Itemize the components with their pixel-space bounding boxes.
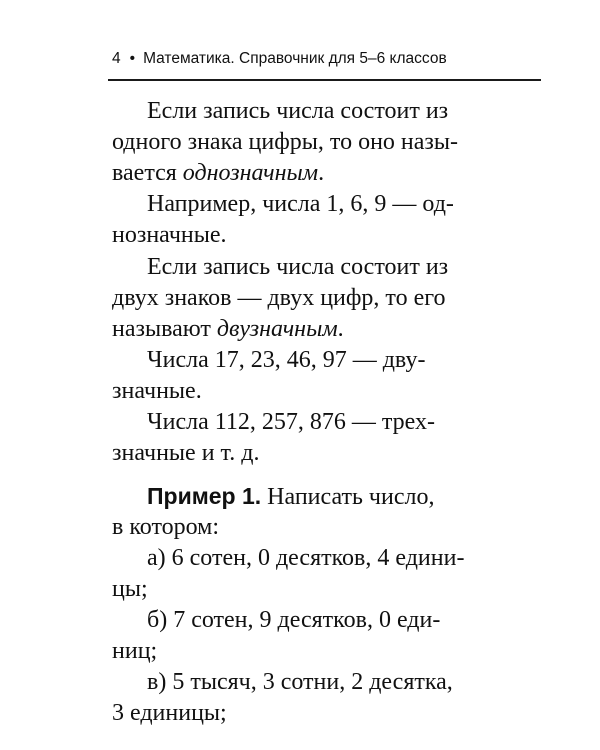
example-heading	[147, 482, 577, 511]
p1-line-3-text: вается	[112, 160, 183, 186]
p5-line-2: значные и т. д.	[112, 440, 260, 466]
running-header	[112, 50, 532, 68]
item-a-line-1: а) 6 сотен, 0 десятков, 4 едини-	[147, 545, 465, 571]
p1-line-3	[112, 159, 542, 187]
p1-line-1: Если запись числа состоит из	[147, 98, 449, 124]
p2-line-1: Например, числа 1, 6, 9 — од-	[147, 191, 454, 217]
p4-line-2: значные.	[112, 378, 202, 404]
item-b-line-1: б) 7 сотен, 9 десятков, 0 еди-	[147, 607, 441, 633]
example-text: Написать число,	[261, 484, 435, 510]
header-bullet: •	[129, 50, 136, 67]
p2-line-2: нозначные.	[112, 222, 227, 248]
p3-line-3-text: называют	[112, 316, 217, 342]
example-label: Пример 1.	[147, 483, 262, 509]
p3-line-3-end: .	[337, 316, 344, 342]
p1-line-3-end: .	[318, 160, 325, 186]
item-a-line-2: цы;	[112, 576, 148, 602]
term-odnoznachnym: однозначным	[182, 160, 319, 186]
book-title: Математика. Справочник для 5–6 классов	[143, 50, 447, 67]
p5-line-1: Числа 112, 257, 876 — трех-	[147, 409, 435, 435]
header-rule	[108, 79, 541, 81]
p1-line-2: одного знака цифры, то оно назы-	[112, 129, 459, 155]
item-c-line-2: 3 единицы;	[112, 700, 227, 726]
item-c-line-1: в) 5 тысяч, 3 сотни, 2 десятка,	[147, 669, 453, 695]
p3-line-3	[112, 315, 542, 343]
term-dvuznachnym: двузначным	[216, 316, 338, 342]
page-number: 4	[112, 50, 121, 67]
item-b-line-2: ниц;	[112, 638, 158, 664]
p3-line-1: Если запись числа состоит из	[147, 254, 449, 280]
p3-line-2: двух знаков — двух цифр, то его	[112, 285, 446, 311]
example-line-2: в котором:	[112, 514, 220, 540]
p4-line-1: Числа 17, 23, 46, 97 — дву-	[147, 347, 426, 373]
